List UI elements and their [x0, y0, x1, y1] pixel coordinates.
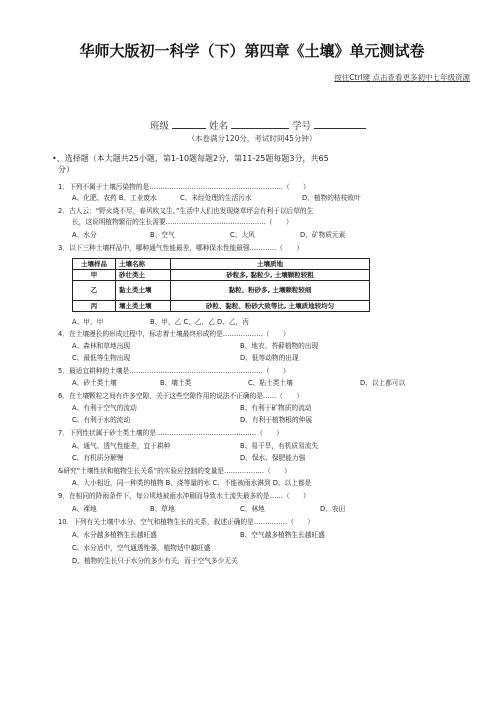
- table-header-cell: 土壤质地: [171, 259, 370, 270]
- question-1: 1．下列不属于土壤污染物的是……………………………………………………（ ）: [58, 183, 310, 191]
- exam-note: （本卷满分120分，考试时间45分钟）: [187, 134, 317, 143]
- q7-option-d: D、保水、保肥能力强: [240, 454, 306, 462]
- q4-option-a: A、森林和草地出现: [72, 342, 131, 350]
- q9-option-d: D、农田: [320, 505, 346, 513]
- q2-option-a: A、水分: [72, 231, 97, 239]
- q2-option-c: C、大风: [230, 231, 255, 239]
- section-title: •、选择题（本大题共25小题，第1-10题每题2分，第11-25题每题3分，共65: [52, 154, 329, 163]
- q8-options: A、大小相近，同一种类的植物 B、浇等量的水 C、不能被雨水淋到 D、以上都是: [72, 479, 312, 487]
- q9-option-a: A、裸地: [72, 505, 97, 513]
- table-row: [73, 301, 370, 312]
- table-row: [73, 270, 370, 281]
- q7-option-c: C、有机质分解慢: [72, 454, 124, 462]
- student-info-line: [150, 118, 366, 132]
- q5-option-b: B、壤土类: [160, 379, 192, 387]
- question-5: 5．最适宜耕种的土壤是……………………………………………………（ ）: [58, 367, 290, 375]
- q3-option-a: A、甲，甲: [72, 318, 104, 326]
- q6-option-b: B、有利于矿物质的流动: [240, 404, 312, 412]
- table-cell: 甲: [73, 270, 116, 281]
- table-header-cell: 土壤名称: [116, 259, 171, 270]
- name-label: 姓名: [209, 121, 229, 132]
- q7-option-a: A、通气、透气性能差，宜于耕种: [72, 442, 171, 450]
- q7-option-b: B、易干旱，有机质易流失: [240, 442, 319, 450]
- q5-option-d: D、以上都可以: [360, 379, 406, 387]
- table-cell: 乙: [73, 281, 116, 301]
- question-4: 4．在土壤漫长的形成过程中，标志着土壤最终形成的是………………（ ）: [58, 330, 290, 338]
- q1-option-c: C、未经处理的生活污水: [180, 194, 252, 202]
- table-cell: 黏土类土壤: [116, 281, 171, 301]
- table-row: [73, 281, 370, 301]
- q2-option-d: D、矿物质元素: [300, 231, 346, 239]
- table-cell: 砂壮类土: [116, 270, 171, 281]
- question-8: &研究“土壤性状和植物生长关系”的实验应控制的变量是………………（ ）: [58, 467, 291, 475]
- table-cell: 砂粒多, 黏粒少, 土壤颗粒较粗: [171, 270, 370, 281]
- soil-sample-table: [72, 258, 370, 312]
- table-cell: 黏粒、粉砂多, 土壤颗粒较细: [171, 281, 370, 301]
- question-3: 3．以下三种土壤样品中，哪种通气性能最差，哪种保水性能最强…………（ ）: [58, 244, 304, 252]
- q6-option-c: C、有利于水的流动: [72, 416, 131, 424]
- question-6: 6．在土壤颗粒之间有许多空隙，关于这些空隙作用的说法不正确的是……（ ）: [58, 392, 304, 400]
- q9-option-c: C、林地: [240, 505, 265, 513]
- q1-option-ab: A、化肥、农药 B、工业废水: [72, 194, 157, 202]
- q10-option-a: A、水分越多植物生长越旺盛: [72, 531, 157, 539]
- q3-option-bcd: B、甲，乙 C、乙，乙 D、乙，丙: [150, 318, 249, 326]
- question-9: 9．在相同的降雨条件下，每公顷地被雨水冲刷而导致水土流失最多的是……（ ）: [58, 492, 310, 500]
- resource-link[interactable]: 按住Ctrl键 点击查看更多初中七年级资源: [334, 73, 470, 82]
- q9-option-b: B、草地: [150, 505, 175, 513]
- question-10: 10．下列有关土壤中水分、空气和植物生长的关系，叙述正确的是……………（ ）: [58, 518, 314, 526]
- q6-option-a: A、有利于空气的流动: [72, 404, 137, 412]
- table-header-row: [73, 259, 370, 270]
- q5-option-a: A、砂土类土壤: [72, 379, 117, 387]
- q6-option-d: D、有利于植物根的伸展: [240, 416, 313, 424]
- q10-option-b: B、空气越多植物生长越旺盛: [240, 531, 325, 539]
- q5-option-c: C、粘土类土壤: [248, 379, 293, 387]
- class-label: 班级: [150, 121, 170, 132]
- class-blank[interactable]: [172, 120, 206, 129]
- section-title-cont: 分）: [58, 165, 74, 174]
- table-cell: 壤土类土壤: [116, 301, 171, 312]
- q1-option-d: D、植物的枯枝败叶: [302, 194, 361, 202]
- table-header-cell: 土壤样品: [73, 259, 116, 270]
- name-blank[interactable]: [231, 120, 289, 129]
- number-label: 学号: [292, 121, 312, 132]
- table-cell: 砂粒、黏粒、粉砂大致等比, 土壤质地较均匀: [171, 301, 370, 312]
- page-title: 华师大版初一科学（下）第四章《土壤》单元测试卷: [79, 42, 425, 60]
- question-2: 2．古人云：“野火烧不尽，春风吹又生。”生活中人们也发现烧草坪会有利于以后草的生: [58, 207, 314, 215]
- q2-option-b: B、空气: [150, 231, 175, 239]
- q4-option-c: C、最低等生物出现: [72, 354, 131, 362]
- q10-option-c: C、水分适中，空气通透性强，植物适中越旺盛: [72, 544, 211, 552]
- q10-option-d: D、植物的生长只于水分的多少有关，而于空气多少无关: [72, 557, 238, 565]
- q4-option-d: D、低等动物的出现: [240, 354, 299, 362]
- q4-option-b: B、地衣、苔藓植物的出现: [240, 342, 319, 350]
- table-cell: 丙: [73, 301, 116, 312]
- question-7: 7．下列性状属于砂土类土壤的是………………………………………（ ）: [58, 429, 283, 437]
- question-2-cont: 长，这说明植物繁衍的生长需要………………………………………（ ）: [72, 218, 293, 226]
- number-blank[interactable]: [314, 120, 366, 129]
